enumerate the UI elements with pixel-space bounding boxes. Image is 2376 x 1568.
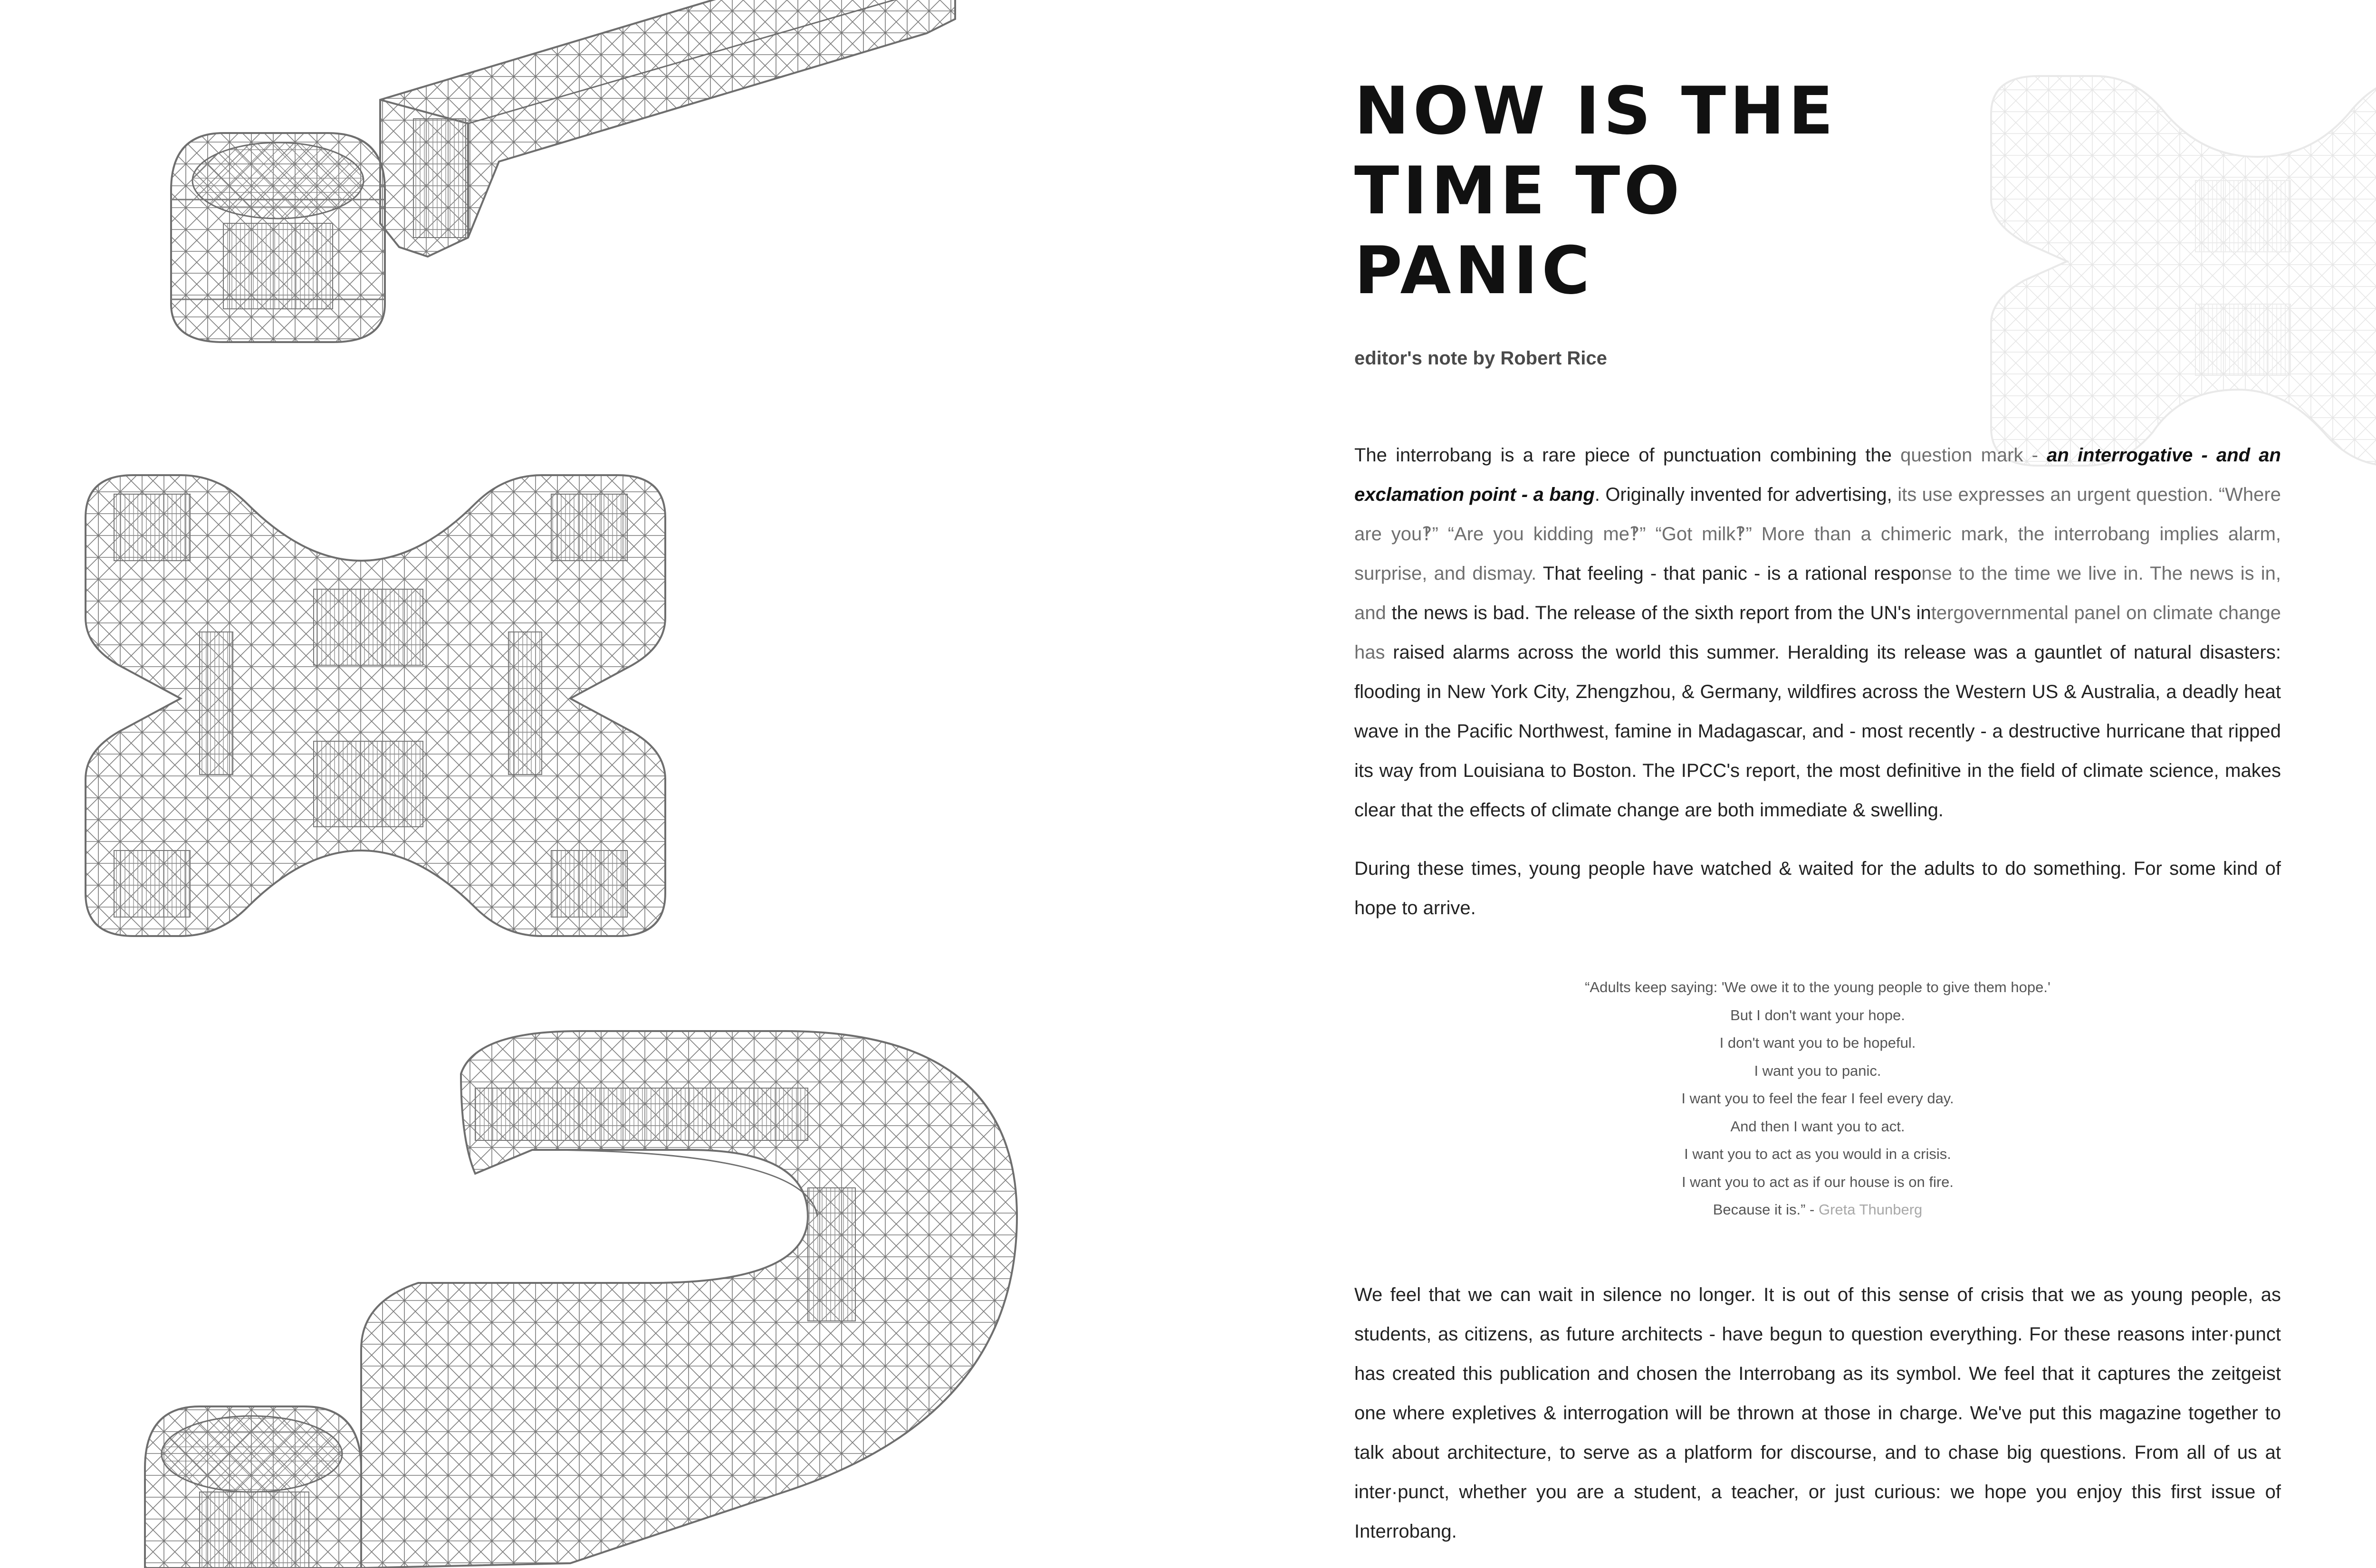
paragraph-closing: We feel that we can wait in silence no longer. It is out of this sense of crisis that we as young people, as students, as citizens, as future architects - have begun to question everything. For these reasons inter·punct has created this publication and chosen the Interrobang as its symbol. We feel that it captures the zeitgeist one where expletives & interrogation will be thrown at those in charge. We've put this magazine together to talk about architecture, to serve as a platform for discourse, and to chase big questions. From all of us at inter·punct, whether you are a student, a teacher, or just curious: we hope you enjoy this first issue of Interrobang. xyxy=(1354,1284,2281,1542)
intro-emphasis: an interrogative - and an exclamation point - a bang xyxy=(1354,445,2281,505)
intro-text: raised alarms across the world this summer. Heralding its release was a gauntlet of natural disasters: flooding in New York City, Zhengzhou, & Germany, wildfires across the Western US & Australia, a deadly heat wave in the Pacific Northwest, famine in Madagascar, and - most recently - a destructive hurricane that ripped its way from Louisiana to Boston. The IPCC's report, the most definitive in the field of climate science, makes clear that the effects of climate change are both immediate & swelling. xyxy=(1354,642,2281,821)
intro-text: . Originally invented for advertising, xyxy=(1594,484,1892,505)
quote-line: I want you to feel the fear I feel every day. xyxy=(1681,1090,1954,1107)
quote-line: I want you to act as you would in a crisis. xyxy=(1684,1146,1951,1162)
title-line: NOW IS THE xyxy=(1354,73,1837,149)
intro-text-highlight: nse to the time we live in. The news is in, and xyxy=(1354,563,2281,623)
intro-text: the news is bad. The release of the sixth report from the UN's in xyxy=(1391,602,1931,623)
wireframe-illustration xyxy=(0,0,1093,1568)
byline: editor's note by Robert Rice xyxy=(1354,348,1607,369)
title-line: PANIC xyxy=(1354,232,1594,309)
paragraph-intro xyxy=(1354,436,2281,830)
question-hook-shape xyxy=(361,1031,1017,1568)
article xyxy=(1354,71,2281,1551)
intro-text: That feeling - that panic - is a rational respo xyxy=(1542,563,1922,584)
quote-last-line xyxy=(1354,1196,2281,1224)
quote-line: I don't want you to be hopeful. xyxy=(1719,1034,1916,1051)
intro-text: The interrobang is a rare piece of punctuation combining the xyxy=(1354,445,1892,466)
quote-text: Because it is.” - xyxy=(1713,1201,1815,1218)
intro-text-highlight: its use expresses an urgent question. “Where are you‽” “Are you kidding me‽” “Got milk‽” More than a chimeric mark, the interrobang implies alarm, surprise, and dismay. xyxy=(1354,484,2281,584)
intro-text-highlight: tergovernmental panel on climate change has xyxy=(1354,602,2281,663)
question-dot-shape xyxy=(145,1406,361,1568)
intro-text-highlight: question mark - xyxy=(1900,445,2038,466)
title-line: TIME TO xyxy=(1354,153,1684,229)
quote-attribution: Greta Thunberg xyxy=(1818,1201,1923,1218)
article-title xyxy=(1354,71,2281,311)
quote-line: “Adults keep saying: 'We owe it to the young people to give them hope.' xyxy=(1585,979,2050,995)
quote-line: I want you to act as if our house is on fire. xyxy=(1681,1173,1954,1190)
cross-shape xyxy=(86,475,665,936)
exclamation-dot-shape xyxy=(171,133,385,342)
exclamation-bar-shape xyxy=(380,0,955,257)
quote-line: And then I want you to act. xyxy=(1730,1118,1905,1135)
paragraph-waiting: During these times, young people have watched & waited for the adults to do something. For some kind of hope to arrive. xyxy=(1354,858,2281,918)
pull-quote xyxy=(1354,974,2281,1224)
quote-line: I want you to panic. xyxy=(1754,1062,1881,1079)
quote-line: But I don't want your hope. xyxy=(1730,1006,1905,1023)
